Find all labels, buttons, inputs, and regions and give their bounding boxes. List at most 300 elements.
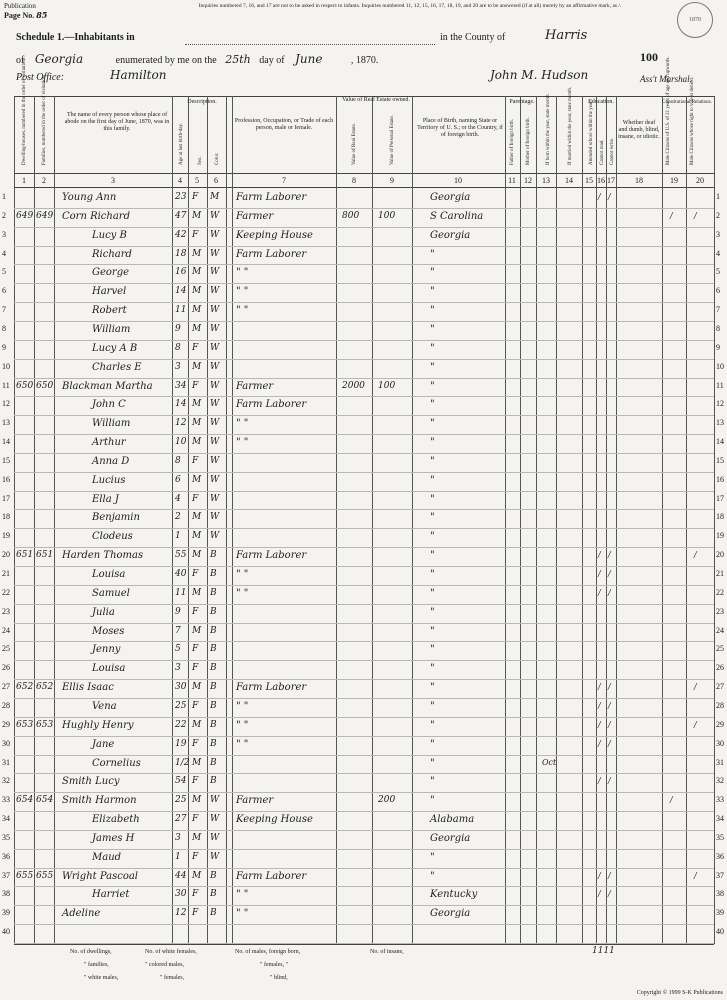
sex-cell: M (192, 474, 202, 485)
color-cell: W (210, 474, 220, 485)
person-name: Jenny (92, 644, 121, 656)
line-number: 27 (2, 682, 10, 692)
age-cell: 16 (175, 267, 187, 278)
post-office-name: Hamilton (110, 68, 167, 82)
age-cell: 12 (175, 418, 187, 429)
birthplace-cell: " (430, 851, 435, 863)
dwelling-number: 653 (16, 719, 34, 730)
header-family: Families, numbered in the order of visitation. (42, 74, 47, 165)
line-number-right: 32 (716, 776, 724, 786)
row-rule (14, 227, 714, 228)
age-cell: 47 (175, 210, 187, 221)
age-cell: 3 (175, 361, 181, 372)
sex-cell: M (192, 550, 202, 561)
birthplace-cell: " (430, 700, 435, 712)
line-number: 31 (2, 757, 10, 767)
birthplace-cell: " (430, 738, 435, 750)
line-number: 11 (2, 380, 10, 390)
sex-cell: M (192, 587, 202, 598)
line-number: 18 (2, 512, 10, 522)
mark-cell: / (598, 889, 601, 899)
person-name: Lucius (92, 474, 126, 486)
age-cell: 10 (175, 437, 187, 448)
county-name: Harris (545, 28, 588, 43)
color-cell: M (210, 192, 220, 202)
line-number: 28 (2, 700, 10, 710)
header-bottom-border (14, 173, 714, 174)
post-office-label: Post Office: (16, 72, 65, 83)
birthplace-cell: " (430, 323, 435, 335)
person-name: Harriet (92, 889, 130, 901)
line-number-right: 30 (716, 738, 724, 748)
person-name: Lucy B (92, 229, 127, 241)
footer-foreign-females: " females, " (260, 962, 289, 968)
column-number: 4 (178, 176, 182, 185)
person-name: Samuel (92, 587, 130, 599)
line-number-right: 15 (716, 455, 724, 465)
footer-insane: No. of insane, (370, 949, 404, 955)
line-number: 25 (2, 644, 10, 654)
header-personal-estate: Value of Personal Estate. (390, 115, 395, 165)
mark-cell: / (608, 719, 611, 729)
header-father-foreign: Father of foreign birth. (510, 119, 515, 165)
line-number: 32 (2, 776, 10, 786)
footer-white-females: No. of white females, (145, 949, 197, 955)
column-rule (536, 96, 537, 944)
header-education: Education. (588, 99, 614, 105)
line-number-right: 14 (716, 437, 724, 447)
colnum-bottom-border (14, 187, 714, 188)
line-number: 34 (2, 814, 10, 824)
dwelling-number: 649 (16, 210, 34, 221)
personal-estate-cell: 100 (378, 210, 396, 221)
row-rule (14, 321, 714, 322)
row-rule (14, 378, 714, 379)
line-number-right: 28 (716, 700, 724, 710)
color-cell: B (210, 587, 217, 598)
person-name: Adeline (62, 908, 101, 920)
birthplace-cell: " (430, 437, 435, 449)
column-rule (596, 96, 597, 944)
footer-dwellings: No. of dwellings, (70, 949, 112, 955)
line-number: 23 (2, 606, 10, 616)
header-name: The name of every person whose place of abode on the first day of June, 1870, was in this family. (64, 112, 170, 132)
sex-cell: F (192, 700, 199, 711)
sex-cell: F (192, 776, 199, 787)
age-cell: 55 (175, 550, 187, 561)
color-cell: B (210, 550, 217, 561)
sex-cell: M (192, 286, 202, 297)
person-name: George (92, 267, 130, 279)
row-rule (14, 943, 714, 944)
row-rule (14, 792, 714, 793)
birthplace-cell: " (430, 663, 435, 675)
marshal-signature: John M. Hudson (490, 68, 589, 82)
line-number: 19 (2, 531, 10, 541)
sex-cell: M (192, 757, 202, 768)
row-rule (14, 736, 714, 737)
row-rule (14, 811, 714, 812)
row-rule (14, 849, 714, 850)
birthplace-cell: " (430, 512, 435, 524)
line-number: 30 (2, 738, 10, 748)
color-cell: W (210, 229, 220, 240)
header-age: Age at last birth-day. (179, 123, 184, 165)
row-rule (14, 886, 714, 887)
row-rule (14, 830, 714, 831)
age-cell: 11 (175, 305, 187, 316)
sex-cell: M (192, 248, 202, 259)
person-name: Smith Lucy (62, 776, 120, 788)
birthplace-cell: Georgia (430, 229, 471, 241)
schedule-title: Schedule 1.—Inhabitants in (16, 32, 135, 43)
line-number: 20 (2, 550, 10, 560)
birthplace-cell: " (430, 550, 435, 562)
age-cell: 7 (175, 625, 181, 636)
occupation-cell: " " (236, 267, 249, 279)
color-cell: B (210, 889, 217, 900)
table-bottom-border (14, 944, 714, 945)
column-rule (582, 96, 583, 944)
line-number: 40 (2, 927, 10, 937)
color-cell: W (210, 493, 220, 504)
line-number-right: 19 (716, 531, 724, 541)
sex-cell: F (192, 569, 199, 579)
color-cell: W (210, 455, 220, 466)
person-name: Jane (92, 738, 115, 750)
header-born-in-year: If born within the year, state month. (546, 93, 551, 165)
family-number: 654 (36, 795, 54, 806)
real-estate-cell: 800 (342, 210, 360, 221)
age-cell: 1/2 (175, 757, 190, 768)
occupation-cell: " " (236, 738, 249, 750)
mark-cell: / (694, 719, 697, 729)
sex-cell: M (192, 361, 202, 372)
color-cell: B (210, 870, 217, 881)
header-birthplace: Place of Birth, naming State or Territory of U. S.; or the Country, if of foreign birth. (417, 118, 503, 138)
birthplace-cell: " (430, 644, 435, 656)
birthplace-cell: " (430, 795, 435, 807)
sex-cell: M (192, 795, 202, 806)
column-rule (226, 96, 227, 944)
birthplace-cell: " (430, 418, 435, 430)
mark-cell: Oct (542, 757, 557, 767)
line-number-right: 21 (716, 569, 724, 578)
age-cell: 42 (175, 229, 187, 240)
row-rule (14, 604, 714, 605)
person-name: Moses (92, 625, 125, 637)
column-rule (232, 96, 233, 944)
person-name: Maud (92, 851, 122, 863)
row-rule (14, 340, 714, 341)
birthplace-cell: " (430, 776, 435, 788)
age-cell: 9 (175, 606, 181, 617)
row-rule (14, 924, 714, 925)
color-cell: W (210, 531, 220, 542)
age-cell: 27 (175, 814, 187, 825)
age-cell: 22 (175, 719, 187, 730)
column-number: 13 (542, 176, 550, 185)
sex-cell: F (192, 342, 199, 353)
line-number: 38 (2, 889, 10, 899)
row-rule (14, 660, 714, 661)
age-cell: 1 (175, 851, 181, 862)
line-number-right: 9 (716, 342, 720, 352)
color-cell: B (210, 606, 217, 617)
header-cannot-read: Cannot read. (600, 139, 605, 165)
row-rule (14, 509, 714, 510)
line-number: 29 (2, 719, 10, 729)
birthplace-cell: " (430, 267, 435, 279)
color-cell: B (210, 776, 217, 787)
line-number: 14 (2, 437, 10, 447)
column-number: 10 (454, 176, 462, 185)
row-rule (14, 679, 714, 680)
line-number: 17 (2, 493, 10, 503)
color-cell: W (210, 380, 220, 391)
person-name: Corn Richard (62, 210, 130, 222)
person-name: Anna D (92, 455, 130, 467)
column-rule (686, 96, 687, 944)
birthplace-cell: " (430, 493, 435, 505)
occupation-cell: Farm Laborer (236, 399, 307, 411)
sex-cell: M (192, 870, 202, 881)
line-number-right: 38 (716, 889, 724, 899)
mark-cell: / (670, 210, 673, 220)
line-number: 39 (2, 908, 10, 918)
sex-cell: M (192, 437, 202, 448)
line-number: 24 (2, 625, 10, 635)
header-constitutional: Constitutional Relations. (662, 100, 712, 105)
dwelling-number: 652 (16, 682, 34, 693)
line-number: 16 (2, 474, 10, 484)
color-cell: B (210, 569, 217, 579)
person-name: Lucy A B (92, 342, 138, 354)
sheet-number: 100 (640, 50, 658, 64)
row-rule (14, 717, 714, 718)
header-attended-school: Attended school within the year. (589, 100, 594, 165)
occupation-cell: Farm Laborer (236, 192, 307, 203)
age-cell: 19 (175, 738, 187, 749)
line-number: 3 (2, 229, 6, 239)
age-cell: 44 (175, 870, 187, 881)
age-cell: 54 (175, 776, 187, 787)
person-name: Richard (92, 248, 132, 260)
color-cell: B (210, 682, 217, 693)
line-number-right: 35 (716, 832, 724, 842)
age-cell: 30 (175, 682, 187, 693)
row-rule (14, 302, 714, 303)
person-name: Wright Pascoal (62, 870, 139, 882)
age-cell: 1 (175, 531, 181, 542)
line-number: 2 (2, 210, 6, 220)
sex-cell: M (192, 323, 202, 334)
mark-cell: / (608, 889, 611, 899)
line-number: 10 (2, 361, 10, 371)
line-number: 7 (2, 305, 6, 315)
line-number-right: 1 (716, 192, 720, 201)
header-real-estate: Value of Real Estate. (352, 123, 357, 165)
line-number-right: 26 (716, 663, 724, 673)
header-mother-foreign: Mother of foreign birth. (526, 117, 531, 165)
personal-estate-cell: 200 (378, 795, 396, 806)
sex-cell: M (192, 832, 202, 843)
line-number-right: 13 (716, 418, 724, 428)
age-cell: 6 (175, 474, 181, 485)
line-number-right: 8 (716, 323, 720, 333)
person-name: Elizabeth (92, 814, 140, 826)
person-name: Robert (92, 305, 127, 317)
occupation-cell: " " (236, 305, 249, 317)
copyright-notice: Copyright © 1999 S-K Publications (636, 990, 723, 996)
column-number: 17 (607, 176, 615, 185)
occupation-cell: Farmer (236, 795, 274, 807)
sex-cell: F (192, 192, 199, 202)
sex-cell: M (192, 399, 202, 410)
color-cell: B (210, 663, 217, 674)
column-rule (714, 96, 715, 944)
occupation-cell: Farmer (236, 210, 274, 222)
sex-cell: F (192, 814, 199, 825)
line-number: 21 (2, 569, 10, 578)
color-cell: B (210, 908, 217, 919)
line-number: 8 (2, 323, 6, 333)
birthplace-cell: " (430, 455, 435, 467)
mark-cell: / (608, 569, 611, 578)
age-cell: 4 (175, 493, 181, 504)
birthplace-cell: " (430, 682, 435, 694)
row-rule (14, 283, 714, 284)
birthplace-cell: " (430, 531, 435, 543)
column-number: 15 (585, 176, 593, 185)
line-number-right: 22 (716, 587, 724, 597)
line-number-right: 39 (716, 908, 724, 918)
county-prefix: in the County of (440, 32, 506, 43)
sex-cell: F (192, 229, 199, 240)
dwelling-number: 650 (16, 380, 34, 391)
color-cell: W (210, 323, 220, 334)
column-number: 8 (352, 176, 356, 185)
sex-cell: M (192, 210, 202, 221)
mark-cell: / (598, 682, 601, 692)
row-rule (14, 208, 714, 209)
line-number: 22 (2, 587, 10, 597)
mark-cell: / (598, 192, 601, 201)
age-cell: 8 (175, 342, 181, 353)
sex-cell: F (192, 644, 199, 655)
header-color: Color. (215, 152, 220, 165)
person-name: Young Ann (62, 192, 117, 203)
sex-cell: F (192, 455, 199, 466)
column-number: 1 (22, 176, 26, 185)
header-occupation: Profession, Occupation, or Trade of each person, male or female. (234, 118, 334, 131)
line-number-right: 10 (716, 361, 724, 371)
column-rule (14, 96, 15, 944)
birthplace-cell: " (430, 757, 435, 769)
sex-cell: M (192, 267, 202, 278)
sex-cell: M (192, 531, 202, 542)
color-cell: W (210, 361, 220, 372)
sex-cell: F (192, 851, 199, 862)
footer-colored-males: " colored males, (145, 962, 184, 968)
mark-cell: / (598, 719, 601, 729)
color-cell: B (210, 738, 217, 749)
mark-cell: / (608, 700, 611, 710)
line-number: 37 (2, 870, 10, 880)
column-rule (54, 96, 55, 944)
birthplace-cell: " (430, 286, 435, 298)
sex-cell: F (192, 493, 199, 504)
birthplace-cell: Georgia (430, 832, 471, 844)
line-number: 33 (2, 795, 10, 805)
line-number: 26 (2, 663, 10, 673)
occupation-cell: " " (236, 587, 249, 599)
birthplace-cell: " (430, 248, 435, 260)
instructions-notice: Inquiries numbered 7, 16, and 17 are not to be asked in respect to infants. Inquiries numbered 11, 12, 15, 16, 17, 18, 19, and 20 are to be answered (if at all) merely by an affirmative mark, as /. (198, 3, 622, 9)
line-number: 12 (2, 399, 10, 409)
row-rule (14, 264, 714, 265)
occupation-cell: Farm Laborer (236, 682, 307, 694)
column-number: 20 (696, 176, 704, 185)
color-cell: W (210, 286, 220, 297)
sex-cell: M (192, 418, 202, 429)
column-number: 14 (565, 176, 573, 185)
line-number-right: 29 (716, 719, 724, 729)
birthplace-cell: " (430, 587, 435, 599)
age-cell: 9 (175, 323, 181, 334)
color-cell: W (210, 437, 220, 448)
age-cell: 25 (175, 795, 187, 806)
line-number-right: 36 (716, 851, 724, 861)
footer-colored-females: " females, (160, 975, 185, 981)
line-number: 4 (2, 248, 6, 258)
header-value: Value of Real Estate owned. (342, 97, 410, 103)
row-rule (14, 528, 714, 529)
color-cell: W (210, 305, 220, 316)
occupation-cell: Farm Laborer (236, 870, 307, 882)
row-rule (14, 905, 714, 906)
occupation-cell: " " (236, 437, 249, 449)
occupation-cell: " " (236, 418, 249, 430)
person-name: Clodeus (92, 531, 133, 543)
color-cell: B (210, 644, 217, 655)
column-number: 3 (111, 176, 115, 185)
occupation-cell: " " (236, 889, 249, 901)
age-cell: 3 (175, 832, 181, 843)
mark-cell: / (598, 587, 601, 597)
line-number-right: 5 (716, 267, 720, 277)
person-name: Ellis Isaac (62, 682, 114, 694)
occupation-cell: " " (236, 908, 249, 920)
column-rule (412, 96, 413, 944)
sex-cell: F (192, 663, 199, 674)
sex-cell: M (192, 625, 202, 636)
mark-cell: / (608, 870, 611, 880)
column-rule (556, 96, 557, 944)
color-cell: W (210, 267, 220, 278)
sex-cell: M (192, 305, 202, 316)
sex-cell: F (192, 908, 199, 919)
color-cell: W (210, 814, 220, 825)
person-name: Harden Thomas (62, 550, 144, 562)
line-number-right: 23 (716, 606, 724, 616)
dwelling-number: 655 (16, 870, 34, 881)
age-cell: 18 (175, 248, 187, 259)
header-parentage: Parentage. (509, 99, 535, 105)
age-cell: 11 (175, 587, 187, 598)
family-number: 653 (36, 719, 54, 730)
mark-cell: / (598, 776, 601, 786)
